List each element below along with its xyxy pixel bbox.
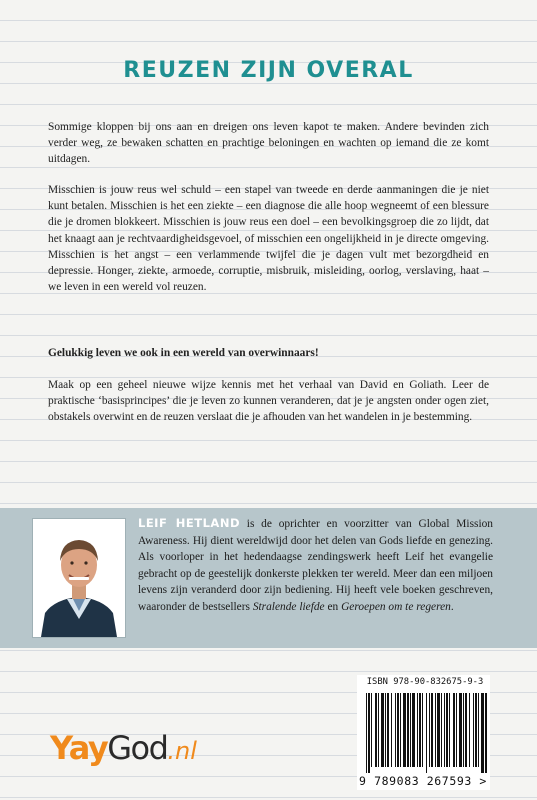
barcode-bar: [473, 693, 474, 767]
barcode-bar: [465, 693, 467, 767]
bio-text: is de oprichter en voorzitter van Global Mission Awareness. Hij dient wereldwijd door het delen van Gods liefde en genezing. Als voorloper in het hedendaagse zendingswerk heeft Leif het evangelie gebracht op de geestelijk donkerste plekken ter wereld. Meer dan een miljoen levens zijn veranderd door zijn bediening. Hij heeft vele boeken geschreven, waaronder de bestsellers: [138, 518, 494, 613]
barcode-bar: [431, 693, 433, 767]
barcode-bar: [378, 693, 379, 767]
barcode-bar: [422, 693, 423, 767]
publisher-logo: [50, 728, 197, 768]
barcode-bar: [400, 693, 401, 767]
barcode-bar: [385, 693, 386, 767]
bio-connector: en: [324, 600, 342, 613]
author-name: LEIF HETLAND: [138, 516, 240, 530]
barcode-bar: [371, 693, 372, 767]
barcode-bar: [475, 693, 477, 767]
barcode-bar: [435, 693, 436, 767]
barcode-bar: [407, 693, 409, 767]
intro-paragraph: Sommige kloppen bij ons aan en dreigen ons leven kapot te maken. Andere bevinden zich verder weg, ze bewaken schatten en prachtige beloningen en wachten op iemand die ze komt uitdagen.: [48, 121, 489, 166]
logo-nl: .nl: [167, 737, 197, 765]
author-bio: [138, 515, 493, 616]
barcode-bar: [446, 693, 448, 767]
barcode-bar: [395, 693, 396, 767]
giants-paragraph: Misschien is jouw reus wel schuld – een stapel van tweede en derde aanmaningen die je niet kunt betalen. Misschien is het een ziekte – een diagnose die alle hoop wegneemt of een blessure die je dromen blokkeert. Misschien is jouw reus een doel – een bevolkingsgroep die zo lijdt, dat het knaagt aan je rechtvaardigheidsgevoel, of misschien een ongelijkheid in je directe omgeving. Misschien is het angst – een verlammende twijfel die je dagen vult met bezorgdheid en depressie. Honger, ziekte, armoede, corruptie, misbruik, misleiding, oorlog, verslaving, haat – we leven in een wereld vol reuzen.: [48, 184, 489, 294]
barcode-bar: [391, 693, 392, 767]
author-photo: [32, 518, 126, 638]
author-portrait-illustration: [33, 519, 125, 637]
barcode-bar: [387, 693, 389, 767]
isbn-label: ISBN 978-90-832675-9-3: [366, 677, 484, 687]
barcode-bar: [410, 693, 411, 767]
barcode-bar: [429, 693, 430, 767]
barcode-bar: [417, 693, 418, 767]
barcode-bar: [381, 693, 384, 767]
david-goliath-paragraph: Maak op een geheel nieuwe wijze kennis met het verhaal van David en Goliath. Leer de praktische ‘basisprincipes’ die je leven zo kunnen veranderen, dat je je angsten onder ogen ziet, obstakels overwint en de reuzen verslaat die je afhouden van het wandelen in je bestemming.: [48, 379, 489, 424]
barcode-bar: [456, 693, 457, 767]
logo-god: God: [107, 729, 168, 767]
barcode-bar: [426, 693, 427, 773]
barcode-bar: [375, 693, 377, 767]
barcode-bar: [469, 693, 470, 767]
barcode-bar: [463, 693, 464, 767]
barcode-bar: [397, 693, 399, 767]
barcode-bar: [403, 693, 406, 767]
overcomers-statement: Gelukkig leven we ook in een wereld van overwinnaars!: [48, 347, 319, 359]
barcode-bar: [419, 693, 421, 767]
logo-yay: Yay: [50, 729, 108, 767]
barcode-bar: [366, 693, 367, 773]
book-title-stralende-liefde: Stralende liefde: [252, 600, 325, 613]
barcode-bar: [441, 693, 442, 767]
barcode-bar: [485, 693, 487, 773]
barcode-bar: [453, 693, 455, 767]
barcode-bar: [412, 693, 415, 767]
back-cover-title: REUZEN ZIJN OVERAL: [123, 58, 414, 83]
barcode-bar: [449, 693, 450, 767]
barcode-bar: [368, 693, 370, 773]
barcode-bar: [459, 693, 462, 767]
barcode-bars: [364, 693, 488, 773]
barcode-bar: [478, 693, 479, 767]
barcode-bar: [444, 693, 445, 767]
barcode-digits: 9 789083 267593 >: [359, 774, 487, 788]
barcode-bar: [437, 693, 440, 767]
book-title-geroepen-om-te-regeren: Geroepen om te regeren: [341, 600, 451, 613]
barcode-bar: [481, 693, 484, 773]
bio-end: .: [450, 600, 454, 613]
